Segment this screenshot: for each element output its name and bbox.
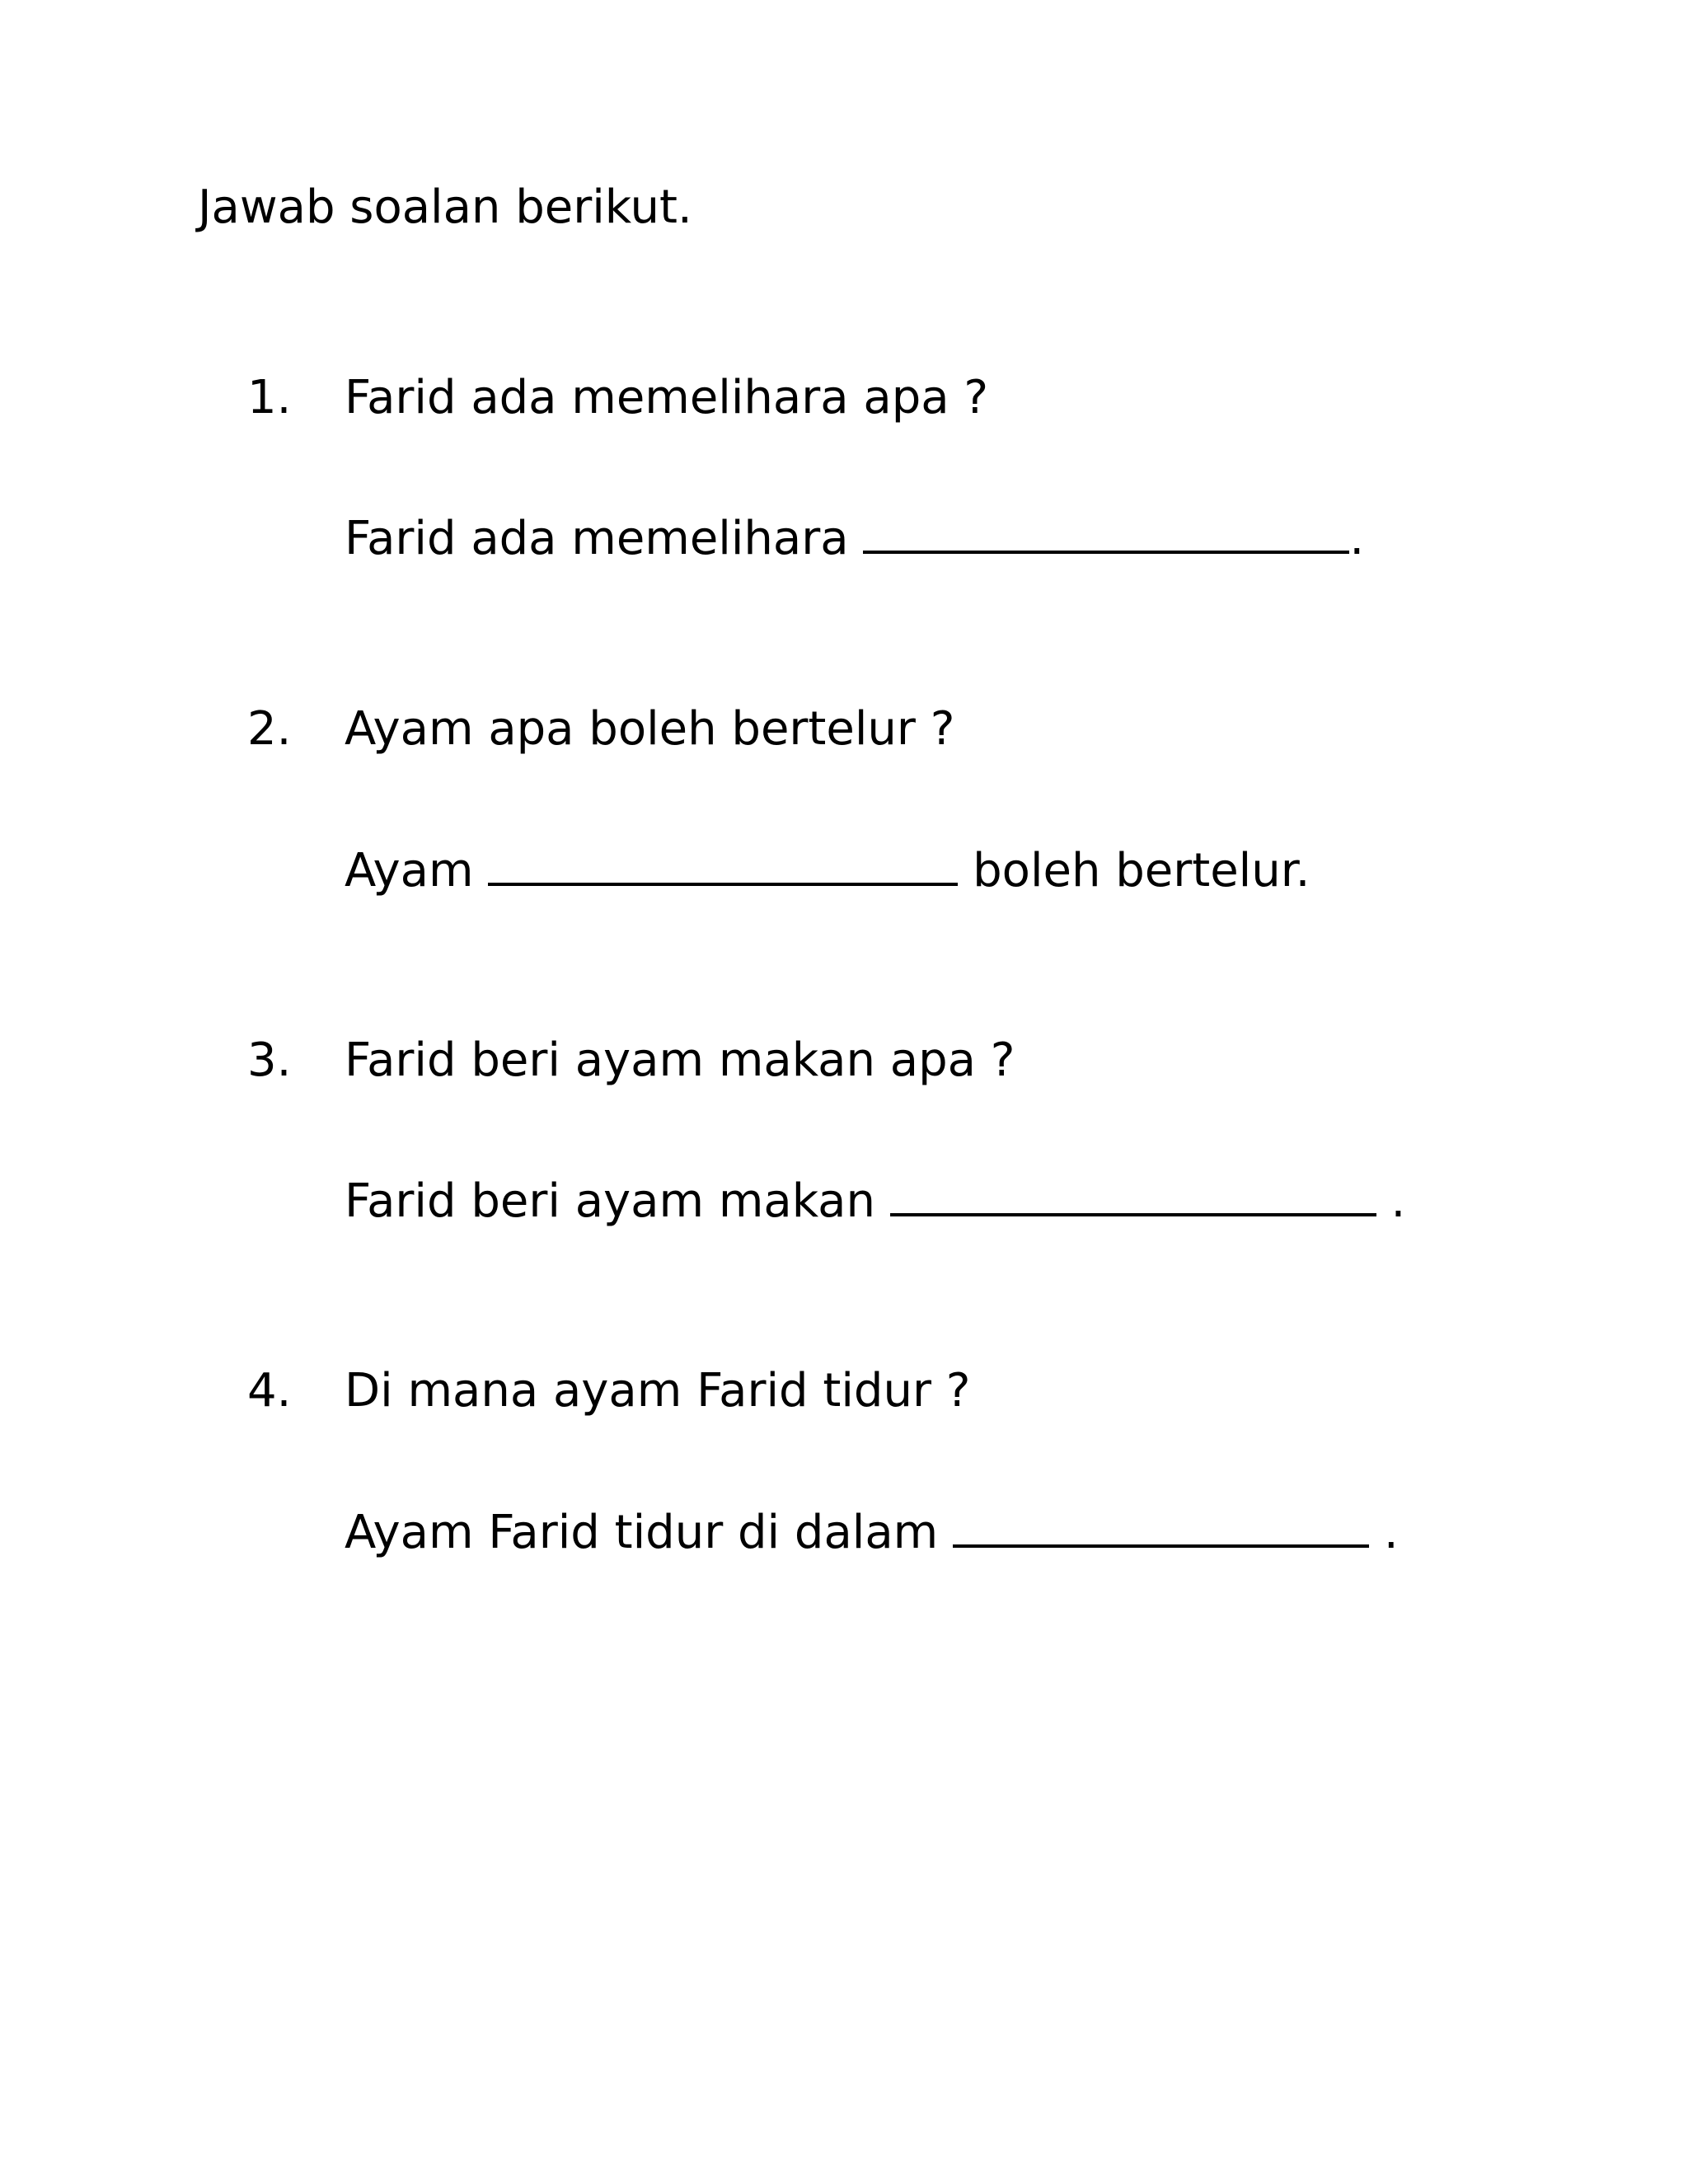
answer-blank-4[interactable] [953, 1498, 1369, 1548]
answer-prefix-3: Farid beri ayam makan [345, 1174, 890, 1228]
answer-prefix-1: Farid ada memelihara [345, 512, 864, 565]
answer-suffix-1: . [1349, 512, 1365, 565]
answer-line-1 [345, 504, 1364, 572]
answer-blank-1[interactable] [863, 504, 1349, 554]
answer-prefix-2: Ayam [345, 844, 489, 898]
question-number-1: 1. [247, 371, 292, 424]
question-number-2: 2. [247, 702, 292, 756]
instruction-heading: Jawab soalan berikut. [198, 180, 692, 234]
question-number-4: 4. [247, 1364, 292, 1418]
answer-suffix-3: . [1376, 1174, 1406, 1228]
question-text-4: Di mana ayam Farid tidur ? [345, 1364, 971, 1418]
answer-suffix-2: boleh bertelur. [958, 844, 1311, 898]
answer-prefix-4: Ayam Farid tidur di dalam [345, 1506, 954, 1559]
answer-blank-3[interactable] [890, 1167, 1376, 1216]
answer-line-4 [345, 1498, 1399, 1566]
answer-line-2 [345, 837, 1310, 904]
answer-line-3 [345, 1167, 1405, 1235]
answer-suffix-4: . [1369, 1506, 1399, 1559]
answer-blank-2[interactable] [488, 837, 958, 886]
question-text-3: Farid beri ayam makan apa ? [345, 1033, 1015, 1087]
question-text-2: Ayam apa boleh bertelur ? [345, 702, 955, 756]
question-text-1: Farid ada memelihara apa ? [345, 371, 989, 424]
question-number-3: 3. [247, 1033, 292, 1087]
